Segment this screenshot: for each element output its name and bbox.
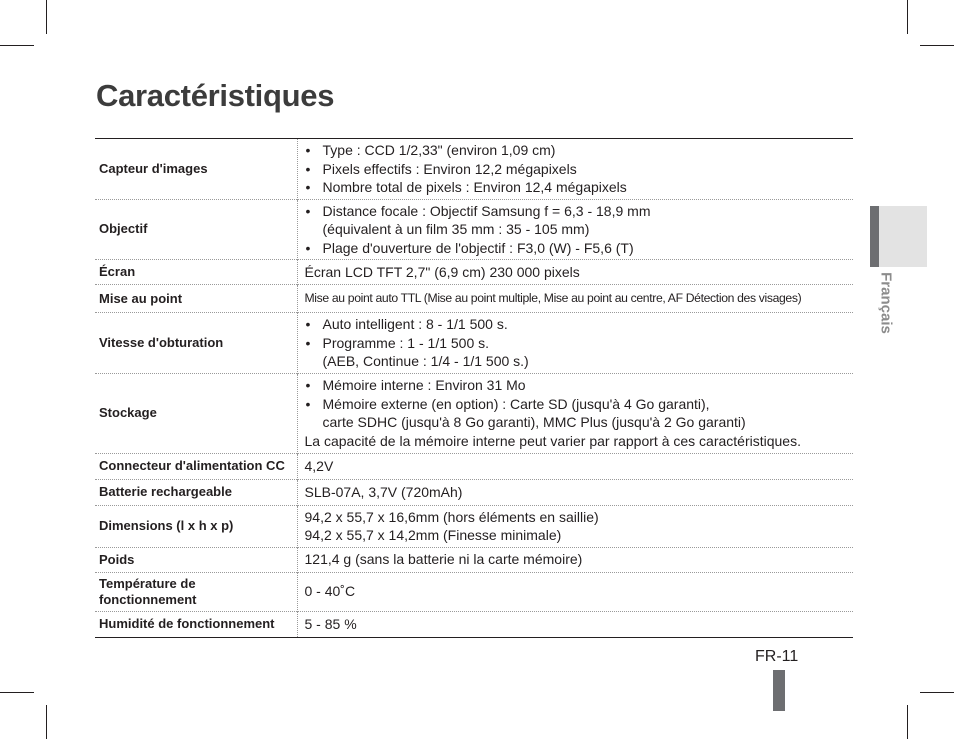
spec-bullet-line: • Mémoire externe (en option) : Carte SD (jusqu'à 4 Go garanti),: [305, 395, 854, 414]
spec-row: [95, 453, 853, 479]
spec-bullet-line: • Mémoire interne : Environ 31 Mo: [305, 376, 854, 395]
spec-bullet-line: • Plage d'ouverture de l'objectif : F3,0 (W) - F5,6 (T): [305, 239, 854, 258]
spec-table: [95, 138, 853, 638]
spec-row: [95, 285, 853, 313]
spec-row: [95, 572, 853, 611]
spec-bullet-line: • Distance focale : Objectif Samsung f = 6,3 - 18,9 mm: [305, 202, 854, 221]
spec-bullet-line: • Type : CCD 1/2,33" (environ 1,09 cm): [305, 141, 854, 160]
spec-row: [95, 139, 853, 200]
language-tab-bar: [870, 206, 879, 267]
spec-label: Capteur d'images: [95, 139, 297, 200]
language-label-text: Français: [877, 272, 895, 334]
spec-row: [95, 313, 853, 374]
spec-table-body: [95, 139, 853, 638]
spec-label: Dimensions (l x h x p): [95, 505, 297, 547]
spec-row: [95, 260, 853, 285]
spec-label: Batterie rechargeable: [95, 479, 297, 505]
spec-label: Vitesse d'obturation: [95, 313, 297, 374]
spec-row: [95, 547, 853, 572]
page-title: Caractéristiques: [96, 78, 335, 113]
spec-line: 0 - 40˚C: [304, 583, 356, 600]
page-number: FR-11: [755, 648, 799, 665]
crop-mark: [907, 0, 908, 34]
spec-bullet-line: • Nombre total de pixels : Environ 12,4 mégapixels: [305, 178, 854, 197]
spec-value: [297, 505, 853, 547]
crop-mark: [0, 45, 34, 46]
crop-mark: [46, 705, 47, 739]
spec-value: [297, 313, 853, 374]
spec-label: Stockage: [95, 373, 297, 453]
spec-value: [297, 453, 853, 479]
language-label: [876, 266, 896, 340]
spec-value: [297, 260, 853, 285]
crop-mark: [920, 692, 954, 693]
spec-line: 5 - 85 %: [304, 615, 357, 632]
spec-row: [95, 479, 853, 505]
spec-line: (équivalent à un film 35 mm : 35 - 105 mm): [322, 221, 590, 237]
spec-row: [95, 505, 853, 547]
spec-label: Objectif: [95, 199, 297, 260]
spec-line: 4,2V: [304, 457, 334, 474]
spec-line: SLB-07A, 3,7V (720mAh): [304, 483, 463, 500]
language-tab: [870, 206, 927, 267]
spec-line: 121,4 g (sans la batterie ni la carte mémoire): [304, 551, 583, 568]
spec-value: [297, 285, 853, 313]
spec-line: 94,2 x 55,7 x 16,6mm (hors éléments en saillie): [304, 508, 599, 525]
spec-label: Écran: [95, 260, 297, 285]
spec-bullet-line: • Programme : 1 - 1/1 500 s.: [305, 334, 854, 353]
spec-line: 94,2 x 55,7 x 14,2mm (Finesse minimale): [304, 527, 562, 543]
spec-label: Poids: [95, 547, 297, 572]
spec-row: [95, 611, 853, 637]
crop-mark: [920, 45, 954, 46]
spec-value: [297, 611, 853, 637]
spec-value: [297, 479, 853, 505]
crop-mark: [46, 0, 47, 34]
spec-value: [297, 199, 853, 260]
spec-line: Mise au point auto TTL (Mise au point multiple, Mise au point au centre, AF Détection des visages): [304, 291, 802, 306]
crop-mark: [907, 705, 908, 739]
spec-bullet-line: • Auto intelligent : 8 - 1/1 500 s.: [305, 315, 854, 334]
spec-label: Température de fonctionnement: [95, 572, 297, 611]
spec-line: (AEB, Continue : 1/4 - 1/1 500 s.): [322, 353, 529, 369]
page-number-bar: [773, 670, 785, 711]
spec-row: [95, 199, 853, 260]
spec-line: La capacité de la mémoire interne peut varier par rapport à ces caractéristiques.: [304, 432, 801, 449]
spec-label: Connecteur d'alimentation CC: [95, 453, 297, 479]
spec-line: carte SDHC (jusqu'à 8 Go garanti), MMC Plus (jusqu'à 2 Go garanti): [322, 414, 746, 430]
spec-label: Humidité de fonctionnement: [95, 611, 297, 637]
crop-mark: [0, 692, 34, 693]
spec-label: Mise au point: [95, 285, 297, 313]
spec-value: [297, 139, 853, 200]
spec-bullet-line: • Pixels effectifs : Environ 12,2 mégapixels: [305, 160, 854, 179]
spec-line: Écran LCD TFT 2,7" (6,9 cm) 230 000 pixels: [304, 263, 580, 280]
spec-value: [297, 572, 853, 611]
spec-value: [297, 547, 853, 572]
spec-value: [297, 373, 853, 453]
spec-row: [95, 373, 853, 453]
